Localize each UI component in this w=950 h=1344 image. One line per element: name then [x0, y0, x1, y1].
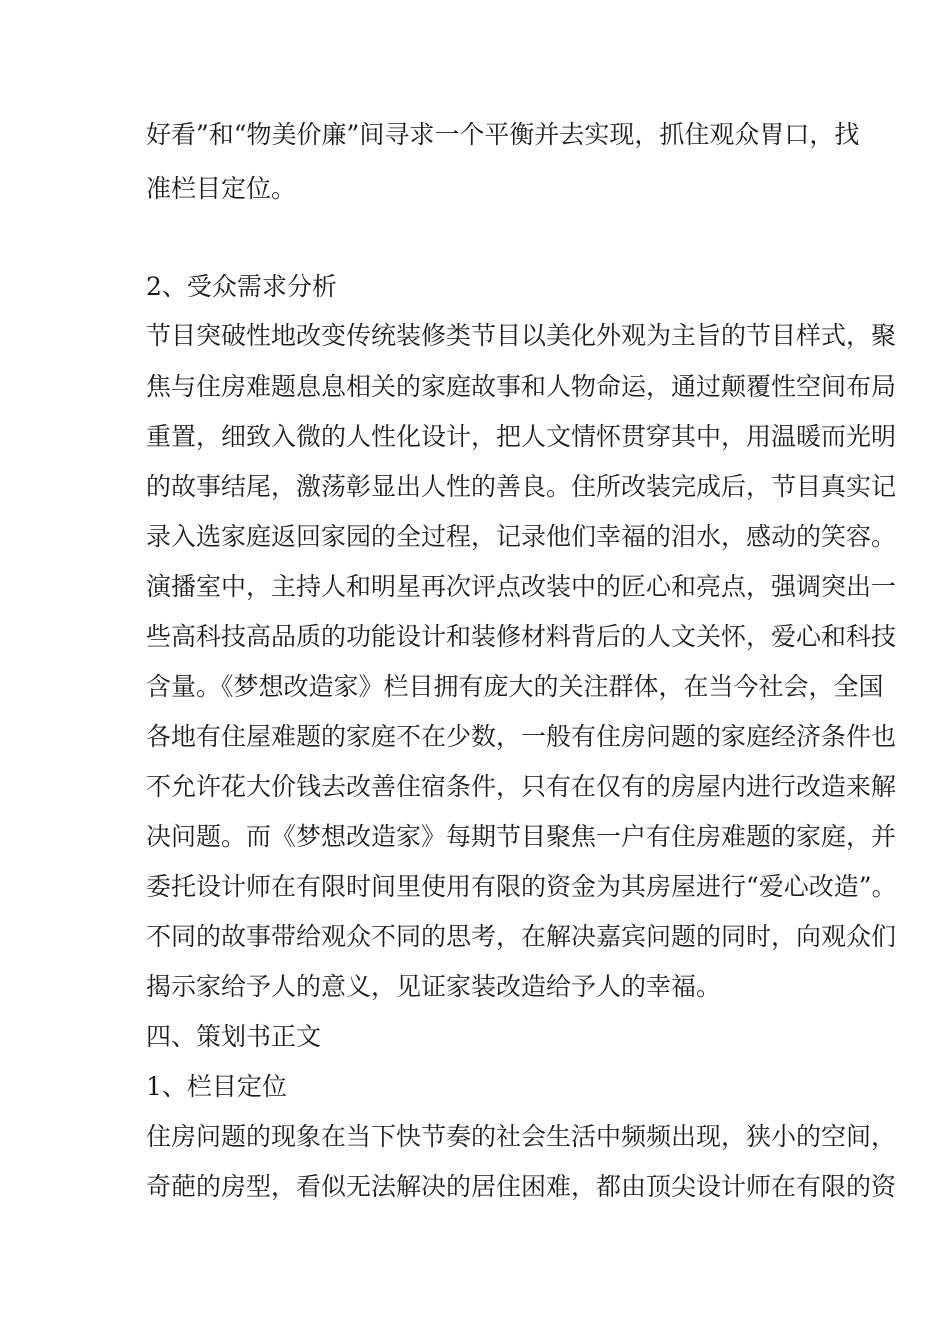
section-2-line-2: 焦与住房难题息息相关的家庭故事和人物命运，通过颠覆性空间布局	[146, 372, 897, 401]
intro-line-1: 好看”和“物美价廉”间寻求一个平衡并去实现，抓住观众胃口，找	[146, 120, 860, 149]
section-2-line-14: 揭示家给予人的意义，见证家装改造给予人的幸福。	[146, 972, 722, 1001]
section-2-line-3: 重置，细致入微的人性化设计，把人文情怀贯穿其中，用温暖而光明	[146, 422, 897, 451]
section-4-heading: 四、策划书正文	[146, 1022, 322, 1051]
section-2-line-11: 决问题。而《梦想改造家》每期节目聚焦一户有住房难题的家庭，并	[146, 822, 897, 851]
section-2-line-9: 各地有住屋难题的家庭不在少数，一般有住房问题的家庭经济条件也	[146, 722, 897, 751]
section-2-line-4: 的故事结尾，激荡彰显出人性的善良。住所改装完成后，节目真实记	[146, 472, 897, 501]
section-2-line-8: 含量。《梦想改造家》栏目拥有庞大的关注群体，在当今社会，全国	[146, 672, 884, 701]
section-2-line-6: 演播室中，主持人和明星再次评点改装中的匠心和亮点，强调突出一	[146, 572, 897, 601]
section-2-line-12: 委托设计师在有限时间里使用有限的资金为其房屋进行“爱心改造”。	[146, 872, 897, 901]
section-2-heading: 2、受众需求分析	[146, 272, 337, 301]
intro-line-2: 准栏目定位。	[146, 174, 297, 203]
section-4-1-heading: 1、栏目定位	[146, 1072, 287, 1101]
section-2-line-5: 录入选家庭返回家园的全过程，记录他们幸福的泪水，感动的笑容。	[146, 522, 897, 551]
section-2-line-13: 不同的故事带给观众不同的思考，在解决嘉宾问题的同时，向观众们	[146, 922, 897, 951]
section-2-line-1: 节目突破性地改变传统装修类节目以美化外观为主旨的节目样式，聚	[146, 321, 897, 350]
section-2-line-7: 些高科技高品质的功能设计和装修材料背后的人文关怀，爱心和科技	[146, 622, 897, 651]
section-4-1-line-2: 奇葩的房型，看似无法解决的居住困难，都由顶尖设计师在有限的资	[146, 1172, 897, 1201]
section-4-1-line-1: 住房问题的现象在当下快节奏的社会生活中频频出现，狭小的空间，	[146, 1122, 897, 1151]
section-2-line-10: 不允许花大价钱去改善住宿条件，只有在仅有的房屋内进行改造来解	[146, 772, 897, 801]
